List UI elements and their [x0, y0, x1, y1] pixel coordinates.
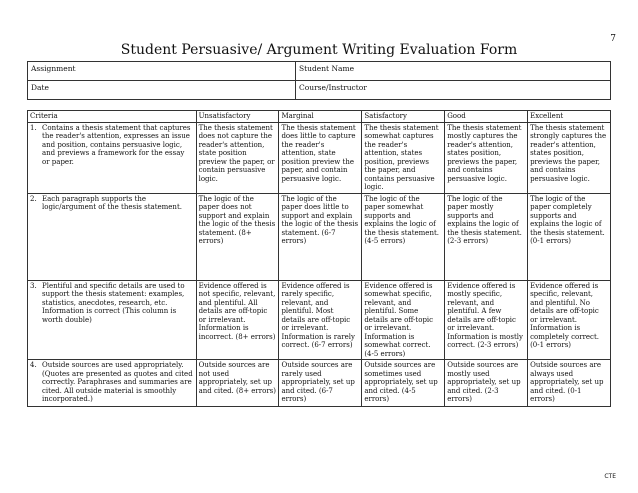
criteria-text: Contains a thesis statement that captures the reader's attention, expresses an issue and position, contains persuasive logic, and previews a framework for the essay or paper. [42, 123, 191, 166]
column-header-criteria: Criteria [28, 111, 197, 123]
criteria-text: Outside sources are used appropriately. (Quotes are presented as quotes and cited correctly. Paraphrases and summaries are cited. All outside material is smoothly incorporated.) [42, 361, 193, 403]
footer-mark: CTE [604, 473, 616, 480]
rubric-table [27, 110, 611, 407]
good-cell[interactable]: Evidence offered is mostly specific, relevant, and plentiful. A few details are off-topic or irrelevant. Information is mostly correct. (2-3 errors) [445, 280, 528, 360]
marginal-cell[interactable]: Evidence offered is rarely specific, relevant, and plentiful. Most details are off-topic or irrelevant. Information is rarely correct. (6-7 errors) [279, 280, 362, 360]
assignment-field[interactable]: Assignment [28, 62, 296, 81]
criteria-text: Each paragraph supports the logic/argument of the thesis statement. [42, 194, 182, 211]
criteria-number: 2. [30, 194, 37, 203]
criteria-number: 1. [30, 123, 37, 132]
column-header-good: Good [445, 111, 528, 123]
criteria-cell [28, 360, 197, 407]
satisfactory-cell[interactable]: Outside sources are sometimes used appropriately, set up and cited. (4-5 errors) [362, 360, 445, 407]
unsatisfactory-cell[interactable]: Outside sources are not used appropriately, set up and cited. (8+ errors) [196, 360, 279, 407]
column-header-satisfactory: Satisfactory [362, 111, 445, 123]
criteria-number: 4. [30, 361, 37, 369]
unsatisfactory-cell[interactable]: Evidence offered is not specific, relevant, and plentiful. All details are off-topic or irrelevant. Information is incorrect. (8+ errors) [196, 280, 279, 360]
course-instructor-field[interactable]: Course/Instructor [296, 81, 611, 100]
criteria-text: Plentiful and specific details are used to support the thesis statement: examples, statistics, anecdotes, research, etc. Information is correct (This column is worth double) [42, 281, 185, 324]
excellent-cell[interactable]: Outside sources are always used appropriately, set up and cited. (0-1 errors) [528, 360, 611, 407]
excellent-cell[interactable]: Evidence offered is specific, relevant, and plentiful. No details are off-topic or irrelevant. Information is completely correct. (0-1 errors) [528, 280, 611, 360]
criteria-number: 3. [30, 281, 37, 290]
column-header-unsatisfactory: Unsatisfactory [196, 111, 279, 123]
unsatisfactory-cell[interactable]: The logic of the paper does not support and explain the logic of the thesis statement. (8+ errors) [196, 193, 279, 280]
date-field[interactable]: Date [28, 81, 296, 100]
excellent-cell[interactable]: The logic of the paper completely supports and explains the logic of the thesis statement. (0-1 errors) [528, 193, 611, 280]
satisfactory-cell[interactable]: The logic of the paper somewhat supports and explains the logic of the thesis statement. (4-5 errors) [362, 193, 445, 280]
criteria-cell [28, 193, 197, 280]
header-fields-table [27, 61, 611, 100]
student-name-field[interactable]: Student Name [296, 62, 611, 81]
form-title: Student Persuasive/ Argument Writing Evaluation Form [120, 42, 518, 58]
good-cell[interactable]: The thesis statement mostly captures the reader's attention, states position, previews the paper, and contains persuasive logic. [445, 122, 528, 193]
marginal-cell[interactable]: The thesis statement does little to capture the reader's attention, state position preview the paper, and contain persuasive logic. [279, 122, 362, 193]
marginal-cell[interactable]: The logic of the paper does little to support and explain the logic of the thesis statement. (6-7 errors) [279, 193, 362, 280]
table-row [28, 193, 611, 280]
rubric-header-row [28, 111, 611, 123]
good-cell[interactable]: The logic of the paper mostly supports and explains the logic of the thesis statement. (2-3 errors) [445, 193, 528, 280]
criteria-cell [28, 280, 197, 360]
table-row [28, 360, 611, 407]
marginal-cell[interactable]: Outside sources are rarely used appropriately, set up and cited. (6-7 errors) [279, 360, 362, 407]
page-number: 7 [610, 34, 616, 44]
excellent-cell[interactable]: The thesis statement strongly captures the reader's attention, states position, previews the paper, and contains persuasive logic. [528, 122, 611, 193]
unsatisfactory-cell[interactable]: The thesis statement does not capture the reader's attention, state position preview the paper, or contain persuasive logic. [196, 122, 279, 193]
table-row [28, 280, 611, 360]
column-header-excellent: Excellent [528, 111, 611, 123]
satisfactory-cell[interactable]: Evidence offered is somewhat specific, relevant, and plentiful. Some details are off-topic or irrelevant. Information is somewhat correct. (4-5 errors) [362, 280, 445, 360]
criteria-cell [28, 122, 197, 193]
column-header-marginal: Marginal [279, 111, 362, 123]
good-cell[interactable]: Outside sources are mostly used appropriately, set up and cited. (2-3 errors) [445, 360, 528, 407]
table-row [28, 122, 611, 193]
satisfactory-cell[interactable]: The thesis statement somewhat captures the reader's attention, states position, previews the paper, and contains persuasive logic. [362, 122, 445, 193]
